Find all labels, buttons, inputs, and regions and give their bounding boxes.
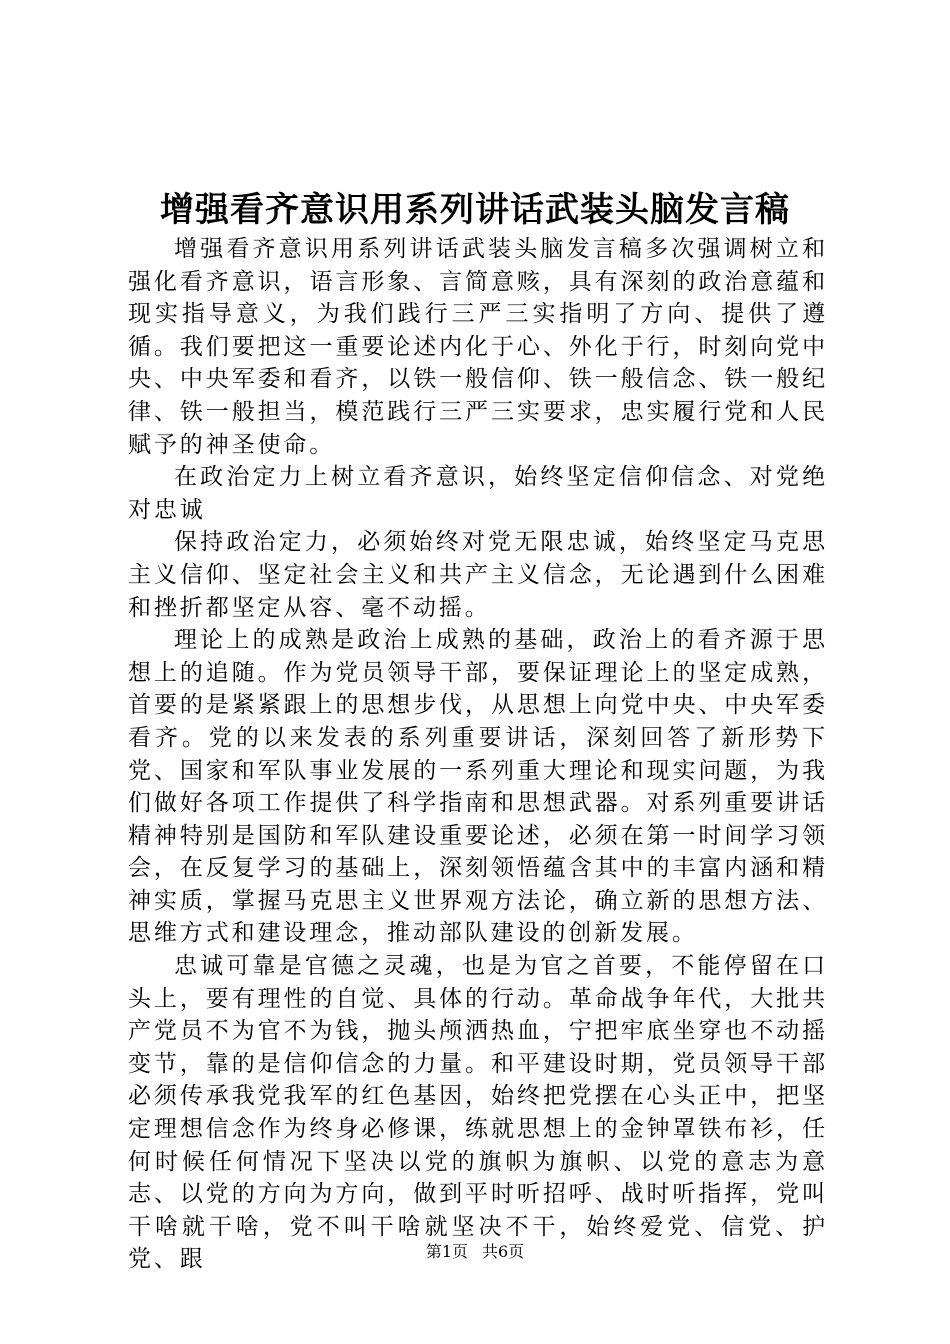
paragraph: 理论上的成熟是政治上成熟的基础，政治上的看齐源于思想上的追随。作为党员领导干部，要保证理论上的坚定成熟，首要的是紧紧跟上的思想步伐，从思想上向党中央、中央军委看齐。党的以来发表的系列重要讲话，深刻回答了新形势下党、国家和军队事业发展的一系列重大理论和现实问题，为我们做好各项工作提供了科学指南和思想武器。对系列重要讲话精神特别是国防和军队建设重要论述，必须在第一时间学习领会，在反复学习的基础上，深刻领悟蕴含其中的丰富内涵和精神实质，掌握马克思主义世界观方法论，确立新的思想方法、思维方式和建设理念，推动部队建设的创新发展。 — [128, 627, 828, 947]
page-footer — [0, 1241, 950, 1263]
document-title: 增强看齐意识用系列讲话武装头脑发言稿 — [160, 190, 790, 230]
page-total: 共6页 — [482, 1242, 525, 1261]
document-body — [128, 233, 828, 1276]
section-heading: 在政治定力上树立看齐意识，始终坚定信仰信念、对党绝对忠诚 — [128, 464, 828, 523]
paragraph: 保持政治定力，必须始终对党无限忠诚，始终坚定马克思主义信仰、坚定社会主义和共产主义信念，无论遇到什么困难和挫折都坚定从容、毫不动摇。 — [128, 529, 828, 621]
paragraph: 增强看齐意识用系列讲话武装头脑发言稿多次强调树立和强化看齐意识，语言形象、言简意赅，具有深刻的政治意蕴和现实指导意义，为我们践行三严三实指明了方向、提供了遵循。我们要把这一重要论述内化于心、外化于行，时刻向党中央、中央军委和看齐，以铁一般信仰、铁一般信念、铁一般纪律、铁一般担当，模范践行三严三实要求，忠实履行党和人民赋予的神圣使命。 — [128, 236, 828, 458]
page-number: 第1页 — [425, 1242, 468, 1261]
paragraph: 忠诚可靠是官德之灵魂，也是为官之首要，不能停留在口头上，要有理性的自觉、具体的行动。革命战争年代，大批共产党员不为官不为钱，抛头颅洒热血，宁把牢底坐穿也不动摇变节，靠的是信仰信念的力量。和平建设时期，党员领导干部必须传承我党我军的红色基因，始终把党摆在心头正中，把坚定理想信念作为终身必修课，练就思想上的金钟罩铁布衫，任何时候任何情况下坚决以党的旗帜为旗帜、以党的意志为意志、以党的方向为方向，做到平时听招呼、战时听指挥，党叫干啥就干啥，党不叫干啥就坚决不干，始终爱党、信党、护党、跟 — [128, 953, 828, 1273]
